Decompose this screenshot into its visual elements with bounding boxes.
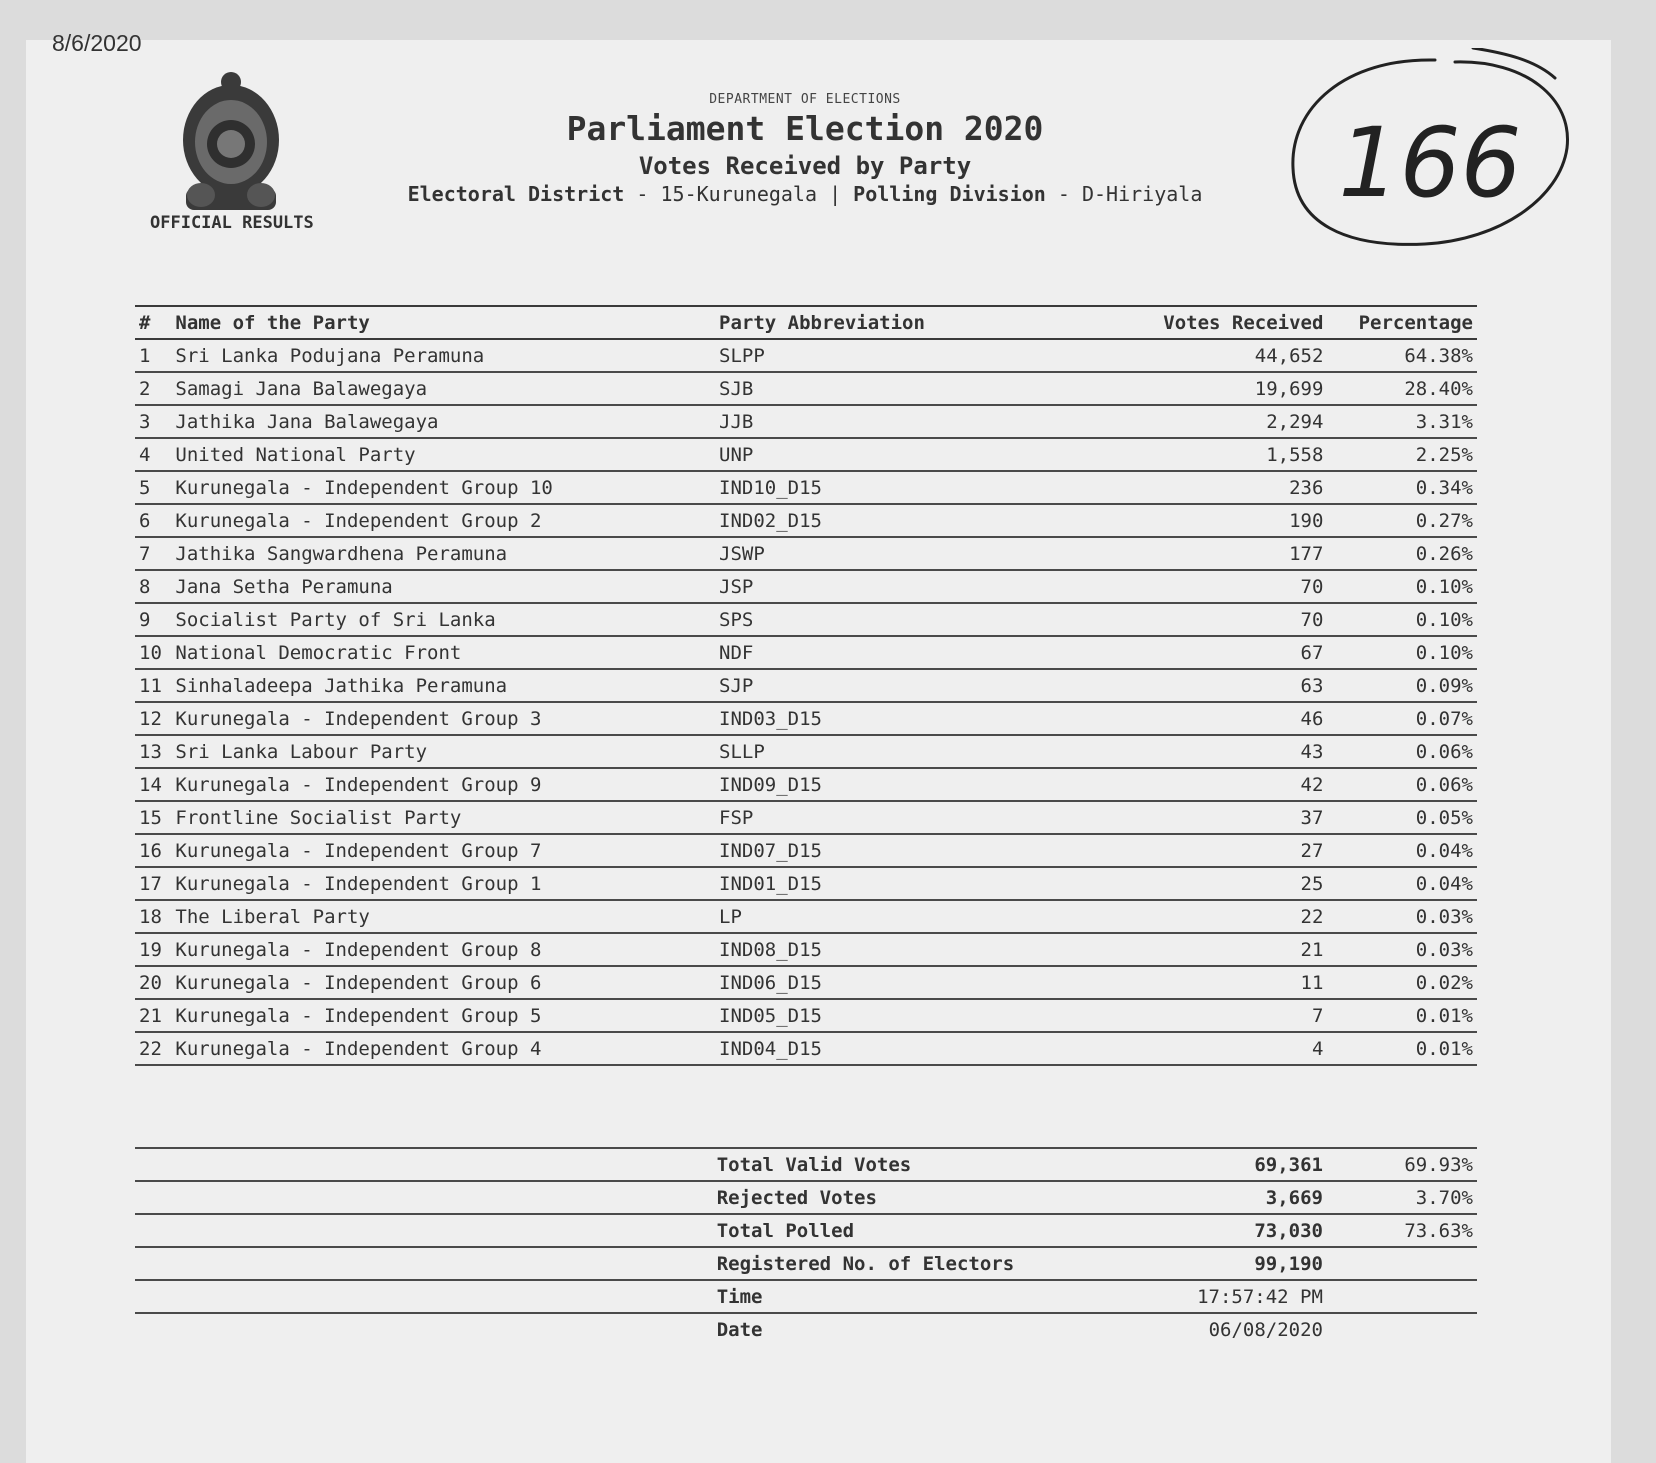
table-row — [135, 735, 1477, 768]
party-name: Sinhaladeepa Jathika Peramuna — [171, 669, 715, 702]
party-name: Jathika Sangwardhena Peramuna — [171, 537, 715, 570]
national-emblem-icon — [176, 70, 286, 220]
summary-label: Date — [713, 1313, 1147, 1345]
row-number: 15 — [135, 801, 171, 834]
party-abbreviation: IND07_D15 — [715, 834, 1148, 867]
party-abbreviation: IND01_D15 — [715, 867, 1148, 900]
summary-row-total-polled — [135, 1214, 1477, 1247]
table-row — [135, 834, 1477, 867]
party-abbreviation: IND04_D15 — [715, 1032, 1148, 1065]
row-number: 2 — [135, 372, 171, 405]
table-row — [135, 900, 1477, 933]
party-name: The Liberal Party — [171, 900, 715, 933]
votes-received: 43 — [1148, 735, 1328, 768]
vote-percentage: 2.25% — [1327, 438, 1477, 471]
summary-value: 3,669 — [1147, 1181, 1327, 1214]
votes-received: 22 — [1148, 900, 1328, 933]
table-header-row — [135, 306, 1477, 339]
party-abbreviation: SPS — [715, 603, 1148, 636]
col-header-percentage: Percentage — [1327, 306, 1477, 339]
party-name: United National Party — [171, 438, 715, 471]
party-name: Kurunegala - Independent Group 7 — [171, 834, 715, 867]
table-body — [135, 339, 1477, 1065]
party-name: Kurunegala - Independent Group 6 — [171, 966, 715, 999]
vote-percentage: 28.40% — [1327, 372, 1477, 405]
party-abbreviation: IND05_D15 — [715, 999, 1148, 1032]
party-abbreviation: IND08_D15 — [715, 933, 1148, 966]
party-name: Kurunegala - Independent Group 1 — [171, 867, 715, 900]
party-name: Sri Lanka Podujana Peramuna — [171, 339, 715, 372]
table-row — [135, 603, 1477, 636]
party-abbreviation: IND03_D15 — [715, 702, 1148, 735]
votes-received: 46 — [1148, 702, 1328, 735]
col-header-abbreviation: Party Abbreviation — [715, 306, 1148, 339]
vote-percentage: 0.07% — [1327, 702, 1477, 735]
party-name: Samagi Jana Balawegaya — [171, 372, 715, 405]
row-number: 13 — [135, 735, 171, 768]
party-abbreviation: SJP — [715, 669, 1148, 702]
party-name: Kurunegala - Independent Group 9 — [171, 768, 715, 801]
party-abbreviation: UNP — [715, 438, 1148, 471]
row-number: 21 — [135, 999, 171, 1032]
votes-received: 19,699 — [1148, 372, 1328, 405]
page-subtitle: Votes Received by Party — [638, 152, 972, 180]
summary-label: Rejected Votes — [713, 1181, 1147, 1214]
table-row — [135, 570, 1477, 603]
table-row — [135, 471, 1477, 504]
row-number: 17 — [135, 867, 171, 900]
vote-percentage: 64.38% — [1327, 339, 1477, 372]
table-row — [135, 537, 1477, 570]
row-number: 16 — [135, 834, 171, 867]
district-label: Electoral District — [407, 182, 625, 206]
summary-row-time — [135, 1280, 1477, 1313]
table-row — [135, 966, 1477, 999]
vote-percentage: 0.05% — [1327, 801, 1477, 834]
row-number: 3 — [135, 405, 171, 438]
summary-label: Time — [713, 1280, 1147, 1313]
party-abbreviation: JSWP — [715, 537, 1148, 570]
summary-row-total-valid — [135, 1148, 1477, 1181]
party-abbreviation: IND06_D15 — [715, 966, 1148, 999]
vote-percentage: 0.04% — [1327, 867, 1477, 900]
table-row — [135, 636, 1477, 669]
summary-label: Total Polled — [713, 1214, 1147, 1247]
department-name: DEPARTMENT OF ELECTIONS — [709, 92, 901, 107]
votes-received: 67 — [1148, 636, 1328, 669]
votes-received: 7 — [1148, 999, 1328, 1032]
party-abbreviation: LP — [715, 900, 1148, 933]
page-header — [380, 92, 1230, 206]
table-row — [135, 504, 1477, 537]
table-row — [135, 702, 1477, 735]
summary-percentage: 3.70% — [1327, 1181, 1477, 1214]
row-number: 12 — [135, 702, 171, 735]
party-abbreviation: JJB — [715, 405, 1148, 438]
votes-received: 27 — [1148, 834, 1328, 867]
summary-row-date — [135, 1313, 1477, 1345]
votes-received: 4 — [1148, 1032, 1328, 1065]
party-abbreviation: SLLP — [715, 735, 1148, 768]
party-name: Sri Lanka Labour Party — [171, 735, 715, 768]
votes-received: 236 — [1148, 471, 1328, 504]
party-name: Kurunegala - Independent Group 8 — [171, 933, 715, 966]
party-name: Kurunegala - Independent Group 2 — [171, 504, 715, 537]
summary-label: Total Valid Votes — [713, 1148, 1147, 1181]
vote-percentage: 0.06% — [1327, 768, 1477, 801]
col-header-votes: Votes Received — [1148, 306, 1328, 339]
vote-percentage: 0.06% — [1327, 735, 1477, 768]
row-number: 9 — [135, 603, 171, 636]
summary-label: Registered No. of Electors — [713, 1247, 1147, 1280]
votes-received: 25 — [1148, 867, 1328, 900]
party-name: Frontline Socialist Party — [171, 801, 715, 834]
vote-percentage: 0.04% — [1327, 834, 1477, 867]
votes-received: 42 — [1148, 768, 1328, 801]
table-row — [135, 999, 1477, 1032]
party-abbreviation: JSP — [715, 570, 1148, 603]
table-row — [135, 372, 1477, 405]
votes-received: 21 — [1148, 933, 1328, 966]
summary-row-registered — [135, 1247, 1477, 1280]
row-number: 10 — [135, 636, 171, 669]
row-number: 14 — [135, 768, 171, 801]
table-row — [135, 438, 1477, 471]
col-header-number: # — [135, 306, 171, 339]
summary-value: 73,030 — [1147, 1214, 1327, 1247]
print-date: 8/6/2020 — [52, 30, 142, 56]
party-name: Kurunegala - Independent Group 4 — [171, 1032, 715, 1065]
summary-value: 69,361 — [1147, 1148, 1327, 1181]
table-row — [135, 768, 1477, 801]
party-name: Kurunegala - Independent Group 10 — [171, 471, 715, 504]
party-abbreviation: IND09_D15 — [715, 768, 1148, 801]
party-name: Socialist Party of Sri Lanka — [171, 603, 715, 636]
row-number: 22 — [135, 1032, 171, 1065]
party-abbreviation: NDF — [715, 636, 1148, 669]
row-number: 20 — [135, 966, 171, 999]
row-number: 18 — [135, 900, 171, 933]
votes-received: 63 — [1148, 669, 1328, 702]
vote-percentage: 0.02% — [1327, 966, 1477, 999]
summary-value: 99,190 — [1147, 1247, 1327, 1280]
district-value: 15-Kurunegala — [660, 182, 818, 206]
vote-percentage: 0.10% — [1327, 603, 1477, 636]
vote-percentage: 0.10% — [1327, 636, 1477, 669]
summary-table — [135, 1147, 1477, 1345]
votes-received: 1,558 — [1148, 438, 1328, 471]
table-row — [135, 339, 1477, 372]
row-number: 1 — [135, 339, 171, 372]
row-number: 8 — [135, 570, 171, 603]
row-number: 6 — [135, 504, 171, 537]
division-label: Polling Division — [853, 182, 1046, 206]
votes-received: 11 — [1148, 966, 1328, 999]
page-title: Parliament Election 2020 — [566, 109, 1044, 148]
district-line: Electoral District - 15-Kurunegala | Polling Division - D-Hiriyala — [407, 182, 1203, 206]
official-results-label: OFFICIAL RESULTS — [150, 213, 314, 233]
votes-received: 37 — [1148, 801, 1328, 834]
vote-percentage: 3.31% — [1327, 405, 1477, 438]
table-row — [135, 933, 1477, 966]
votes-table — [135, 305, 1477, 1066]
votes-received: 177 — [1148, 537, 1328, 570]
col-header-party-name: Name of the Party — [171, 306, 715, 339]
votes-received: 2,294 — [1148, 405, 1328, 438]
party-name: Kurunegala - Independent Group 5 — [171, 999, 715, 1032]
vote-percentage: 0.09% — [1327, 669, 1477, 702]
row-number: 5 — [135, 471, 171, 504]
vote-percentage: 0.03% — [1327, 933, 1477, 966]
row-number: 19 — [135, 933, 171, 966]
row-number: 11 — [135, 669, 171, 702]
summary-percentage: 73.63% — [1327, 1214, 1477, 1247]
votes-received: 70 — [1148, 603, 1328, 636]
vote-percentage: 0.26% — [1327, 537, 1477, 570]
party-abbreviation: SLPP — [715, 339, 1148, 372]
handwritten-number: 166 — [1338, 107, 1522, 219]
vote-percentage: 0.01% — [1327, 1032, 1477, 1065]
party-name: Jathika Jana Balawegaya — [171, 405, 715, 438]
votes-received: 70 — [1148, 570, 1328, 603]
vote-percentage: 0.10% — [1327, 570, 1477, 603]
party-abbreviation: SJB — [715, 372, 1148, 405]
party-abbreviation: IND02_D15 — [715, 504, 1148, 537]
party-abbreviation: FSP — [715, 801, 1148, 834]
table-row — [135, 867, 1477, 900]
table-row — [135, 1032, 1477, 1065]
party-name: Jana Setha Peramuna — [171, 570, 715, 603]
row-number: 4 — [135, 438, 171, 471]
table-row — [135, 669, 1477, 702]
vote-percentage: 0.34% — [1327, 471, 1477, 504]
votes-received: 44,652 — [1148, 339, 1328, 372]
summary-row-rejected — [135, 1181, 1477, 1214]
summary-value: 17:57:42 PM — [1147, 1280, 1327, 1313]
party-abbreviation: IND10_D15 — [715, 471, 1148, 504]
summary-percentage: 69.93% — [1327, 1148, 1477, 1181]
party-name: Kurunegala - Independent Group 3 — [171, 702, 715, 735]
summary-value: 06/08/2020 — [1147, 1313, 1327, 1345]
vote-percentage: 0.03% — [1327, 900, 1477, 933]
vote-percentage: 0.01% — [1327, 999, 1477, 1032]
handwritten-annotation — [1285, 48, 1575, 253]
row-number: 7 — [135, 537, 171, 570]
division-value: D-Hiriyala — [1081, 182, 1203, 206]
table-row — [135, 801, 1477, 834]
table-row — [135, 405, 1477, 438]
party-name: National Democratic Front — [171, 636, 715, 669]
vote-percentage: 0.27% — [1327, 504, 1477, 537]
votes-received: 190 — [1148, 504, 1328, 537]
